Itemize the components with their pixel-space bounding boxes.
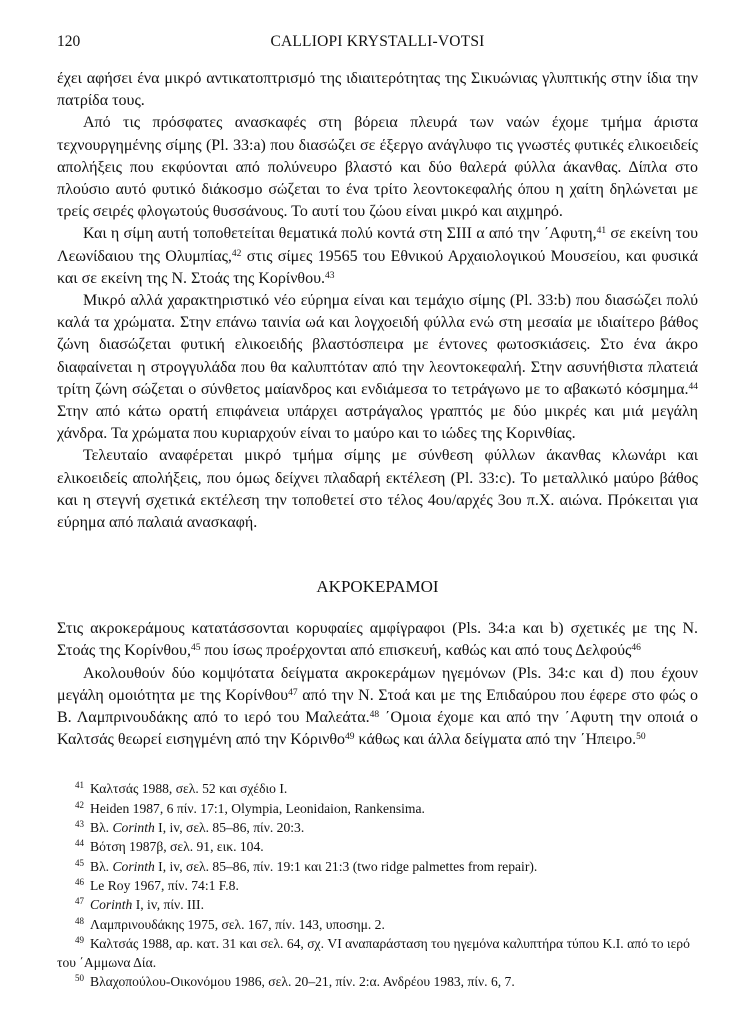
footnote	[57, 779, 698, 798]
text-run: I, iv, σελ. 85–86, πίν. 20:3.	[154, 820, 305, 836]
text-run: Μικρό αλλά χαρακτηριστικό νέο εύρημα είναι και τεμάχιο σίμης (Pl. 33:b) που διασώζει πολύ καλά τα χρώματα. Στην επάνω ταινία ωά και λογχοειδή φύλλα ενώ στη μεσαία με ιδιαίτερο βάθος ζώνη διασώζεται φυτική ελικοειδής βλαστόσπειρα με έντονες φωτοσκιάσεις. Στο ένα άκρο διαφαίνεται η στρογγυλάδα που θα καλυπτόταν από την λεοντοκεφαλή. Στην ασυνήθιστα πλατειά τρίτη ζώνη σώζεται ο σύνθετος μαίανδρος και ενδιάμεσα το τετράγωνο με το αβακωτό κόσμημα.	[57, 292, 698, 398]
text-run: Τελευταίο αναφέρεται μικρό τμήμα σίμης με σύνθεση φύλλων άκανθας κλωνάρι και ελικοειδείς απολήξεις, που όμως δείχνει πλαδαρή εκτέλεση (Pl. 33:c). Το μεταλλικό μαύρο βάθος και η στεγνή σχετικά εκτέλεση την τοποθετεί στο τέλος 4ου/αρχές 3ου π.Χ. αιώνα. Πρόκειται για εύρημα από παλαιά ανασκαφή.	[57, 447, 698, 532]
text-run: Βλαχοπούλου-Οικονόμου 1986, σελ. 20–21, πίν. 2:α. Ανδρέου 1983, πίν. 6, 7.	[90, 974, 515, 990]
footnote-ref[interactable]: 48	[369, 710, 380, 721]
text-run: Λαμπρινουδάκης 1975, σελ. 167, πίν. 143, υποσημ. 2.	[90, 916, 385, 932]
text-run: που ίσως προέρχονται από επισκευή, καθώς και από τους Δελφούς	[200, 642, 632, 660]
text-run: I, iv, σελ. 85–86, πίν. 19:1 και 21:3 (two ridge palmettes from repair).	[154, 858, 538, 874]
text-run: Στην από κάτω ορατή επιφάνεια υπάρχει αστράγαλος γραπτός με δύο μικρές και μιά μεγάλη χάνδρα. Τα χρώματα που κυριαρχούν είναι το μαύρο και το ιώδες της Κορινθίας.	[57, 403, 698, 443]
footnote-ref[interactable]: 43	[325, 270, 335, 281]
text-run: σε εκείνη του Λεωνίδαιου της Ολυμπίας,	[57, 225, 698, 265]
text-run: Βότση 1987β, σελ. 91, εικ. 104.	[90, 839, 264, 855]
footnote-number: 45	[75, 857, 84, 868]
footnote-ref[interactable]: 49	[345, 732, 355, 743]
footnote	[57, 857, 698, 876]
footnotes	[57, 779, 698, 991]
footnote	[57, 799, 698, 818]
footnote-number: 47	[75, 896, 84, 907]
text-run: κάθως και άλλα δείγματα από την ΄Ηπειρο.	[354, 731, 637, 749]
footnote	[57, 818, 698, 837]
footnote	[57, 895, 698, 914]
footnote-number: 48	[75, 915, 84, 926]
footnote-ref[interactable]: 50	[636, 732, 646, 743]
footnote-ref[interactable]: 47	[288, 687, 298, 698]
footnote-number: 50	[75, 973, 84, 984]
footnote	[57, 876, 698, 895]
text-run: από την Ν. Στοά και με της Επιδαύρου που έφερε στο φώς ο Β. Λαμπρινουδάκης από το ιερό του Μαλεάτα.	[57, 686, 699, 727]
italic-title: Corinth	[112, 820, 155, 836]
text-run: Βλ.	[90, 820, 113, 836]
section-body-2	[57, 618, 698, 751]
footnote-ref[interactable]: 46	[631, 643, 641, 654]
footnote-ref[interactable]: 45	[190, 643, 201, 654]
footnote	[57, 837, 698, 856]
text-run: στις σίμες 19565 του Εθνικού Αρχαιολογικού Μουσείου, και φυσικά και σε εκείνη της Ν. Στοάς της Κορίνθου.	[57, 247, 699, 287]
footnote-ref[interactable]: 44	[688, 381, 698, 392]
running-title: CALLIOPI KRYSTALLI-VOTSI	[270, 33, 485, 50]
paragraph	[57, 618, 698, 662]
text-run: Heiden 1987, 6 πίν. 17:1, Olympia, Leonidaion, Rankensima.	[90, 800, 425, 816]
footnote	[57, 934, 698, 973]
paragraph	[57, 290, 698, 445]
paragraph	[57, 112, 698, 223]
italic-title: Corinth	[112, 858, 155, 874]
footnote-number: 46	[75, 876, 84, 887]
footnote-ref[interactable]: 41	[596, 226, 607, 237]
section-body-1	[57, 68, 698, 534]
text-run: Καλτσάς 1988, σελ. 52 και σχέδιο I.	[90, 781, 288, 797]
paragraph	[57, 663, 698, 752]
footnote-number: 49	[75, 934, 84, 945]
text-run: Βλ.	[90, 858, 113, 874]
text-run: ΄Ομοια έχομε και από την ΄Αφυτη την οποιά ο Καλτσάς θεωρεί εισηγμένη από την Κόρινθο	[57, 709, 698, 749]
section-heading: ΑΚΡΟΚΕΡΑΜΟΙ	[316, 577, 439, 597]
running-header	[57, 32, 698, 52]
text-run: Και η σίμη αυτή τοποθετείται θεματικά πολύ κοντά στη ΣΙΙΙ α από την ΄Αφυτη,	[83, 225, 597, 243]
footnote-number: 42	[75, 799, 84, 810]
text-run: I, iv, πίν. III.	[132, 897, 204, 913]
paragraph	[57, 445, 698, 534]
italic-title: Corinth	[90, 897, 133, 913]
footnote	[57, 972, 698, 991]
footnote-ref[interactable]: 42	[231, 248, 242, 259]
footnote-number: 43	[75, 819, 84, 830]
footnote	[57, 915, 698, 934]
text-run: Από τις πρόσφατες ανασκαφές στη βόρεια πλευρά των ναών έχομε τμήμα άριστα τεχνουργημένης σίμης (Pl. 33:a) που διασώζει σε έξεργο ανάγλυφο τις γνωστές φυτικές ελικοειδείς απολήξεις που εκφύονται από πολύνευρο βλαστό και δύο θαλερά φύλλα άκανθας. Δίπλα στο πλούσιο αυτό φυτικό διάκοσμο σώζεται το ένα τρίτο λεοντοκεφαλής όπου η χαίτη δηλώνεται με τρείς σειρές φλογωτούς θυσσάνους. Το αυτί του ζώου είναι μικρό και αιχμηρό.	[57, 114, 698, 221]
paragraph	[57, 223, 698, 290]
text-run: έχει αφήσει ένα μικρό αντικατοπτρισμό της ιδιαιτερότητας της Σικυώνιας γλυπτικής στην ίδια την πατρίδα τους.	[57, 70, 698, 110]
paragraph	[57, 68, 698, 112]
text-run: Ακολουθούν δύο κομψότατα δείγματα ακροκεράμων ηγεμόνων (Pls. 34:c και d) που έχουν μεγάλη ομοιότητα με της Κορίνθου	[57, 664, 698, 704]
page-number: 120	[57, 33, 81, 50]
text-run: Καλτσάς 1988, αρ. κατ. 31 και σελ. 64, σχ. VI αναπαράσταση του ηγεμόνα καλυπτήρα τύπου Κ.Ι. από το ιερό του ΄Αμμωνα Δία.	[57, 935, 690, 971]
text-run: Στις ακροκεράμους κατατάσσονται κορυφαίες αμφίγραφοι (Pls. 34:a και b) σχετικές με της Ν. Στοάς της Κορίνθου,	[57, 620, 698, 660]
footnote-number: 44	[75, 838, 84, 849]
text-run: Le Roy 1967, πίν. 74:1 F.8.	[90, 877, 239, 893]
footnote-number: 41	[75, 780, 84, 791]
